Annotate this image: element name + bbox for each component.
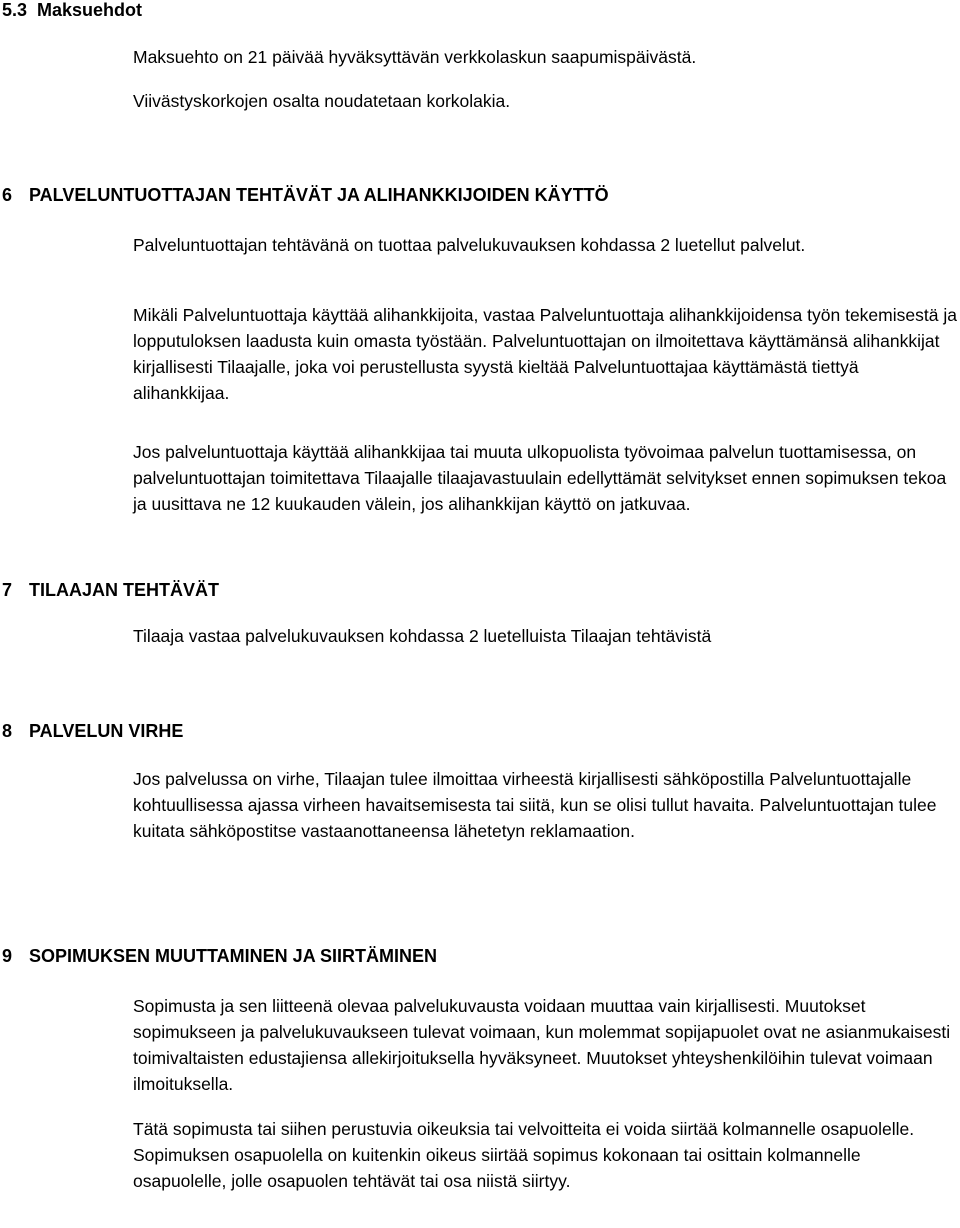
section-heading-6: [2, 183, 609, 207]
paragraph: Mikäli Palveluntuottaja käyttää alihankkijoita, vastaa Palveluntuottaja alihankkijoidensa työn tekemisestä ja lopputuloksen laadusta kuin omasta työstään. Palveluntuottajan on ilmoitettava käyttämänsä alihankkijat kirjallisesti Tilaajalle, joka voi perustellusta syystä kieltää Palveluntuottajaa käyttämästä tiettyä alihankkijaa.: [133, 305, 957, 403]
section-number: 7: [2, 580, 13, 600]
section-number: 6: [2, 185, 13, 205]
paragraph: Palveluntuottajan tehtävänä on tuottaa palvelukuvauksen kohdassa 2 luetellut palvelut.: [133, 235, 806, 255]
section-heading-8: [2, 719, 183, 743]
paragraph: Tilaaja vastaa palvelukuvauksen kohdassa 2 luetelluista Tilaajan tehtävistä: [133, 626, 712, 646]
section-number: 8: [2, 721, 13, 741]
section-heading-7: [2, 578, 219, 602]
section-title: TILAAJAN TEHTÄVÄT: [29, 580, 220, 600]
section-title: PALVELUN VIRHE: [29, 721, 184, 741]
paragraph: Sopimusta ja sen liitteenä olevaa palvelukuvausta voidaan muuttaa vain kirjallisesti. Muutokset sopimukseen ja palvelukuvaukseen tulevat voimaan, kun molemmat sopijapuolet ovat ne asianmukaisesti toimivaltaisten edustajiensa allekirjoituksella hyväksyneet. Muutokset yhteyshenkilöihin tulevat voimaan ilmoituksella.: [133, 996, 951, 1094]
section-heading-9: [2, 944, 437, 968]
paragraph: Maksuehto on 21 päivää hyväksyttävän verkkolaskun saapumispäivästä.: [133, 47, 697, 67]
section-heading-5-3: [2, 0, 142, 22]
section-title: PALVELUNTUOTTAJAN TEHTÄVÄT JA ALIHANKKIJOIDEN KÄYTTÖ: [29, 185, 609, 205]
paragraph: Tätä sopimusta tai siihen perustuvia oikeuksia tai velvoitteita ei voida siirtää kolmannelle osapuolelle. Sopimuksen osapuolella on kuitenkin oikeus siirtää sopimus kokonaan tai osittain kolmannelle osapuolelle, jolle osapuolen tehtävät tai osa niistä siirtyy.: [133, 1119, 915, 1191]
paragraph: Jos palveluntuottaja käyttää alihankkijaa tai muuta ulkopuolista työvoimaa palvelun tuottamisessa, on palveluntuottajan toimitettava Tilaajalle tilaajavastuulain edellyttämät selvitykset ennen sopimuksen tekoa ja uusittava ne 12 kuukauden välein, jos alihankkijan käyttö on jatkuvaa.: [133, 442, 947, 514]
section-title: SOPIMUKSEN MUUTTAMINEN JA SIIRTÄMINEN: [29, 946, 438, 966]
paragraph: Jos palvelussa on virhe, Tilaajan tulee ilmoittaa virheestä kirjallisesti sähköpostilla Palveluntuottajalle kohtuullisessa ajassa virheen havaitsemisesta tai siitä, kun se olisi tullut havaita. Palveluntuottajan tulee kuitata sähköpostitse vastaanottaneensa lähetetyn reklamaation.: [133, 769, 937, 841]
section-number: 5.3: [2, 0, 28, 20]
section-title: Maksuehdot: [37, 0, 143, 20]
section-number: 9: [2, 946, 13, 966]
paragraph: Viivästyskorkojen osalta noudatetaan korkolakia.: [133, 91, 511, 111]
